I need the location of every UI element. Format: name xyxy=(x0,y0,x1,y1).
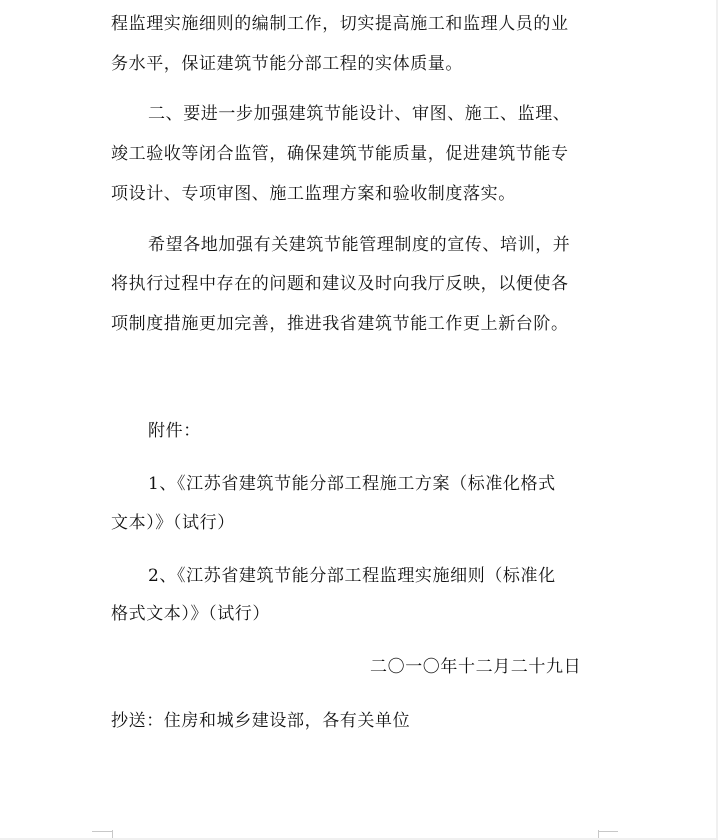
paragraph-3-line-2: 将执行过程中存在的问题和建议及时向我厅反映，以便使各 xyxy=(111,274,569,294)
paragraph-3-line-3: 项制度措施更加完善，推进我省建筑节能工作更上新台阶。 xyxy=(111,314,569,334)
issue-date: 二〇一〇年十二月二十九日 xyxy=(370,657,582,677)
paragraph-1-line-2: 务水平，保证建筑节能分部工程的实体质量。 xyxy=(111,54,463,74)
crop-mark-left-horizontal xyxy=(92,831,112,832)
paragraph-2-line-3: 项设计、专项审图、施工监理方案和验收制度落实。 xyxy=(111,184,516,204)
paragraph-3-line-1: 希望各地加强有关建筑节能管理制度的宣传、培训，并 xyxy=(148,235,571,255)
paragraph-2-line-2: 竣工验收等闭合监管，确保建筑节能质量，促进建筑节能专 xyxy=(111,144,569,164)
paragraph-1-line-1: 程监理实施细则的编制工作，切实提高施工和监理人员的业 xyxy=(111,14,569,34)
paragraph-2-line-1: 二、要进一步加强建筑节能设计、审图、施工、监理、 xyxy=(148,104,571,124)
crop-mark-right-horizontal xyxy=(598,831,618,832)
attachment-1-line-1: 1、《江苏省建筑节能分部工程施工方案（标准化格式 xyxy=(148,474,556,494)
attachment-2-line-2: 格式文本）》（试行） xyxy=(111,604,270,624)
cc-line: 抄送：住房和城乡建设部，各有关单位 xyxy=(111,711,411,731)
attachment-1-line-2: 文本）》（试行） xyxy=(111,513,235,533)
attachment-2-line-1: 2、《江苏省建筑节能分部工程监理实施细则（标准化 xyxy=(148,566,556,586)
attachments-label: 附件： xyxy=(148,421,201,441)
